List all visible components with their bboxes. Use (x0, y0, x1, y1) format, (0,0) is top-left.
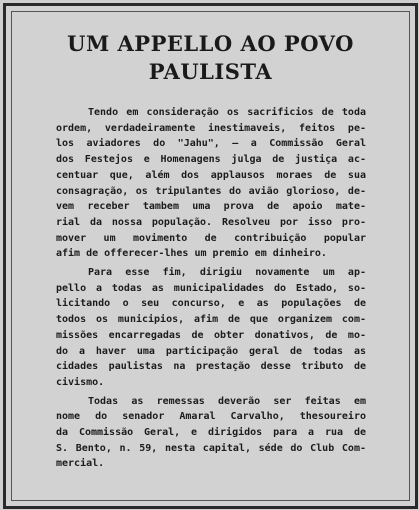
article-title-line-2: PAULISTA (148, 59, 273, 84)
text-line: civismo. (56, 376, 105, 388)
text-line: ordem, verdadeiramente inestimaveis, feitos pe- (56, 122, 366, 134)
text-line: rial da nossa população. Resolveu por isso pro- (56, 216, 366, 228)
text-line: los aviadores do "Jahu", — a Commissão Geral (56, 138, 366, 150)
text-line: dos Festejos e Homenagens julga de justiça ac- (56, 154, 366, 166)
paragraph-2 (56, 265, 366, 391)
text-line: vem receber tambem uma prova de apoio mate- (56, 201, 366, 213)
text-line: da Commissão Geral, e dirigidos para a rua de (56, 427, 366, 439)
paragraph-1 (56, 105, 366, 262)
text-line: Todas as remessas deverão ser feitas em (88, 395, 366, 407)
text-line: S. Bento, n. 59, nesta capital, séde do Club Com- (56, 442, 366, 454)
text-line: mercial. (56, 458, 105, 470)
text-line: Tendo em consideração os sacrificios de toda (88, 107, 366, 118)
text-line: pello a todas as municipalidades do Estado, so- (56, 282, 366, 294)
text-line: licitando o seu concurso, e as populações de (56, 298, 366, 310)
paragraph-3 (56, 394, 366, 473)
text-line: afim de offerecer-lhes um premio em dinheiro. (56, 248, 327, 260)
text-line: do a haver uma participação geral de todas as (56, 345, 366, 357)
text-line: cidades paulistas na prestação desse tributo de (56, 361, 366, 373)
text-line: centuar que, além dos applausos moraes de sua (56, 169, 366, 181)
text-line: consagração, os tripulantes do avião glorioso, de- (56, 185, 366, 197)
text-line: todos os municipios, afim de que organizem com- (56, 314, 366, 326)
text-line: nome do senador Amaral Carvalho, thesoureiro (56, 411, 366, 423)
text-line: missões encarregadas de obter donativos, de mo- (56, 329, 366, 341)
text-line: Para esse fim, dirigiu novamente um ap- (88, 267, 366, 279)
text-line: mover um movimento de contribuição popular (56, 232, 366, 244)
article-title-line-1: UM APPELLO AO POVO (67, 31, 354, 56)
article-body (56, 105, 366, 472)
article-title (6, 30, 415, 86)
article-frame (3, 3, 418, 509)
